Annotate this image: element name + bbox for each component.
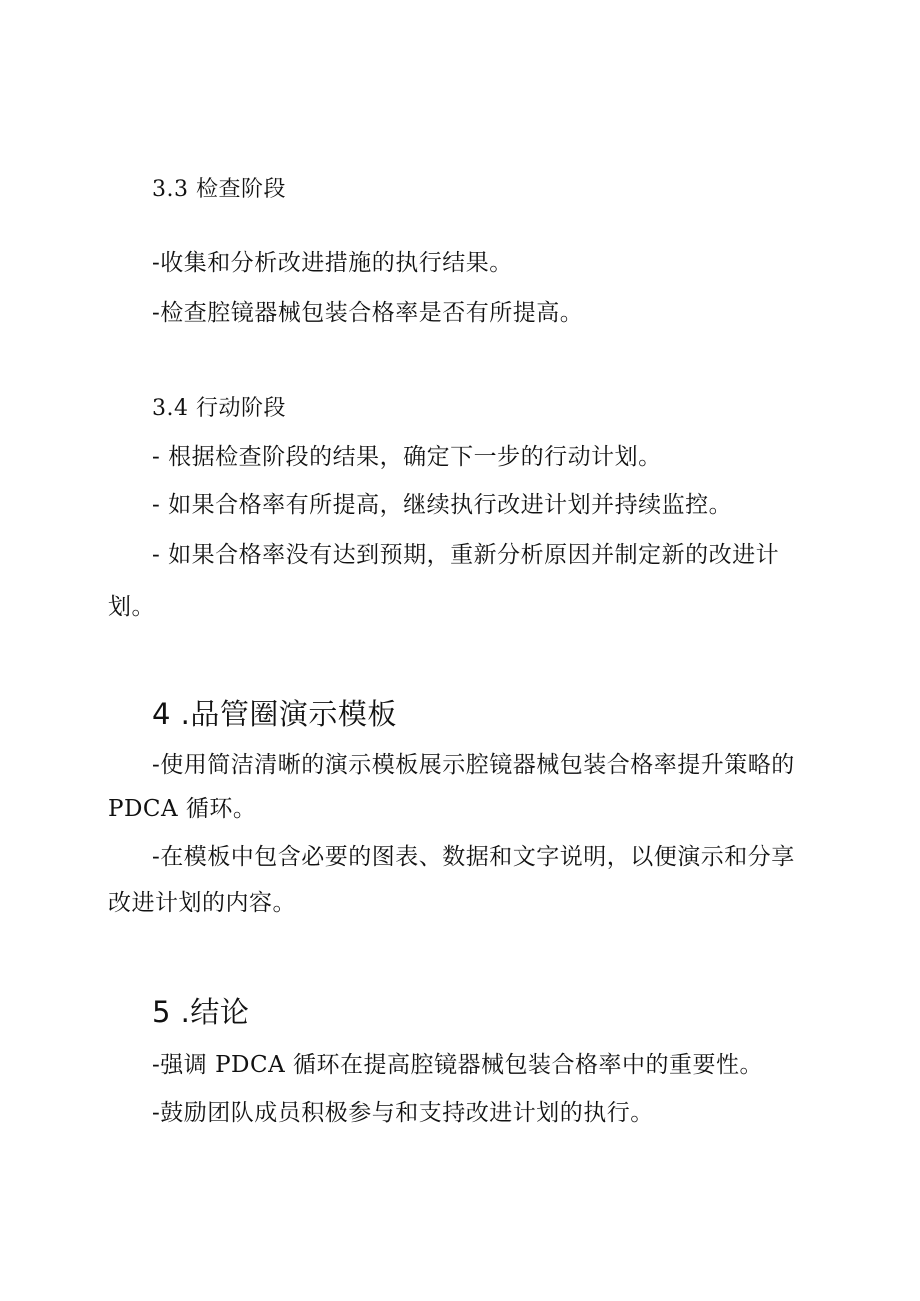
- section-4-item-2: -在模板中包含必要的图表、数据和文字说明，以便演示和分享: [152, 844, 795, 870]
- section-5-item-1: -强调 PDCA 循环在提高腔镜器械包装合格率中的重要性。: [152, 1052, 764, 1078]
- section-4-heading: 4 .品管圈演示模板: [152, 697, 397, 731]
- section-3-4-item-3: - 如果合格率没有达到预期，重新分析原因并制定新的改进计: [152, 542, 780, 568]
- section-4-item-2-cont: 改进计划的内容。: [108, 890, 296, 916]
- section-4-item-1: -使用简洁清晰的演示模板展示腔镜器械包装合格率提升策略的: [152, 752, 795, 778]
- section-5-item-2: -鼓励团队成员积极参与和支持改进计划的执行。: [152, 1100, 654, 1126]
- section-3-4-item-2: - 如果合格率有所提高，继续执行改进计划并持续监控。: [152, 492, 733, 518]
- section-5-heading: 5 .结论: [152, 995, 250, 1029]
- section-3-3-title: 3.3 检查阶段: [152, 177, 286, 202]
- section-3-4-title: 3.4 行动阶段: [152, 396, 286, 421]
- section-4-item-1-cont: PDCA 循环。: [108, 796, 257, 822]
- section-3-3-item-1: -收集和分析改进措施的执行结果。: [152, 250, 513, 276]
- section-3-4-item-3-cont: 划。: [108, 594, 155, 620]
- section-3-4-item-1: - 根据检查阶段的结果，确定下一步的行动计划。: [152, 444, 662, 470]
- section-3-3-item-2: -检查腔镜器械包装合格率是否有所提高。: [152, 300, 584, 326]
